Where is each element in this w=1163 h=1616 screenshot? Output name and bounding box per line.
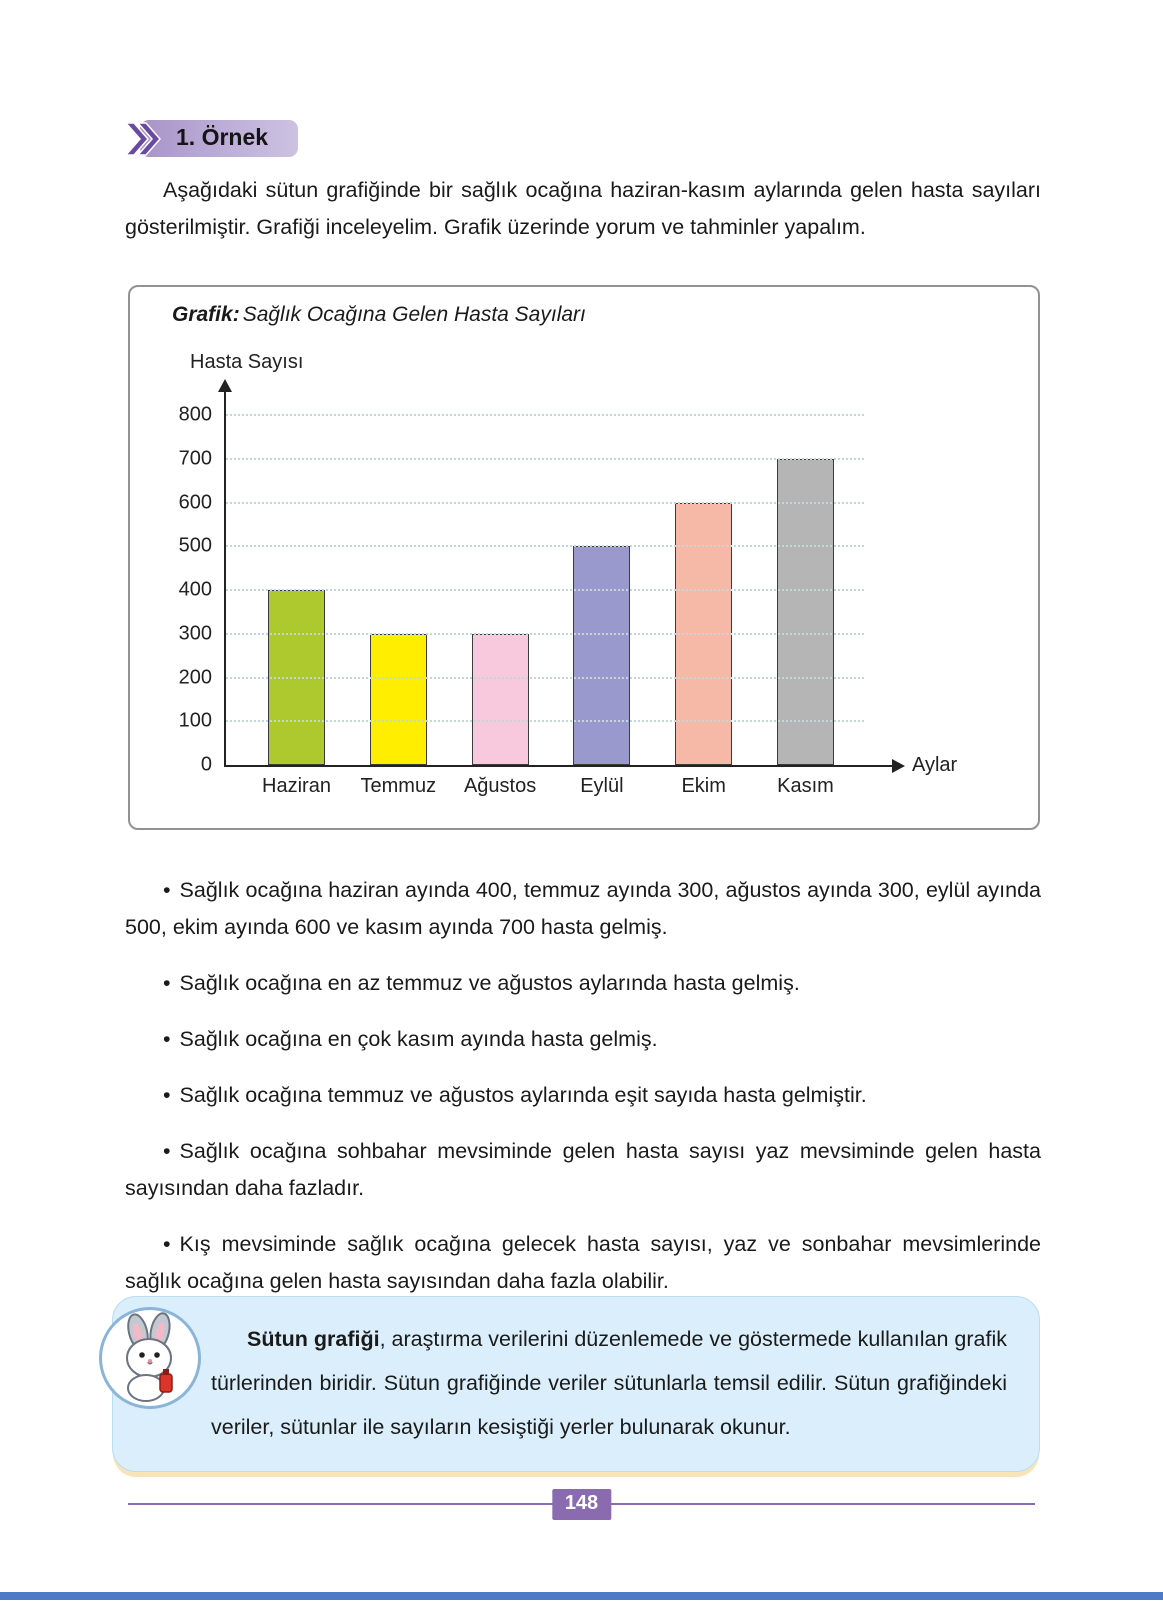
info-body-text: , araştırma verilerini düzenlemede ve göstermede kullanılan grafik türlerinden biridir. Sütun grafiğinde veriler sütunlarla temsil edilir. Sütun grafiğindeki veriler, sütunlar ile sayıların kesiştiği yerler bulunarak okunur. <box>211 1327 1007 1440</box>
gridline-400 <box>226 589 864 591</box>
bullet-item <box>125 872 1041 946</box>
bullet-marker: • <box>163 1231 171 1256</box>
bullet-text: Sağlık ocağına haziran ayında 400, temmuz ayında 300, ağustos ayında 300, eylül ayında 500, ekim ayında 600 ve kasım ayında 700 hasta gelmiş. <box>125 878 1041 939</box>
info-bold-lead: Sütun grafiği <box>247 1327 380 1351</box>
y-tick-label: 400 <box>178 578 212 601</box>
bullet-marker: • <box>163 878 171 902</box>
info-text <box>211 1317 1007 1449</box>
gridline-700 <box>226 458 864 460</box>
bar-ağustos <box>472 634 529 765</box>
example-badge <box>122 120 298 157</box>
bullet-marker: • <box>163 1138 171 1163</box>
y-axis-line <box>224 391 226 415</box>
bullet-item <box>125 1021 1041 1058</box>
x-axis-label: Aylar <box>912 754 958 776</box>
y-tick-label: 0 <box>200 753 212 776</box>
chart-container <box>128 285 1040 830</box>
chart-title <box>172 303 586 327</box>
bullet-item <box>125 1226 1041 1300</box>
bullet-text: Sağlık ocağına en az temmuz ve ağustos aylarında hasta gelmiş. <box>179 970 800 995</box>
y-tick-label: 300 <box>178 622 212 645</box>
bar-eylül <box>573 546 630 765</box>
bullet-item <box>125 1133 1041 1207</box>
bullet-text: Sağlık ocağına sohbahar mevsiminde gelen hasta sayısı yaz mevsiminde gelen hasta sayısından daha fazladır. <box>125 1138 1041 1200</box>
gridline-800 <box>226 414 864 416</box>
info-box <box>112 1296 1040 1472</box>
x-category-label: Temmuz <box>360 775 437 797</box>
chart-title-prefix: Grafik: <box>172 303 240 326</box>
bullet-list <box>125 872 1041 1319</box>
gridline-300 <box>226 633 864 635</box>
gridline-200 <box>226 677 864 679</box>
x-axis-arrow-icon <box>892 759 905 773</box>
chart-title-text: Sağlık Ocağına Gelen Hasta Sayıları <box>242 303 586 326</box>
x-category-label: Haziran <box>262 775 331 797</box>
x-axis-line <box>864 765 894 767</box>
y-tick-label: 800 <box>178 403 212 426</box>
y-tick-label: 100 <box>178 709 212 732</box>
bullet-text: Sağlık ocağına temmuz ve ağustos aylarında eşit sayıda hasta gelmiştir. <box>179 1082 867 1107</box>
bullet-marker: • <box>163 1082 171 1107</box>
y-tick-label: 700 <box>178 447 212 470</box>
bar-temmuz <box>370 634 427 765</box>
page-bottom-border <box>0 1592 1163 1600</box>
intro-paragraph: Aşağıdaki sütun grafiğinde bir sağlık ocağına haziran-kasım aylarında gelen hasta sayıları gösterilmiştir. Grafiği inceleyelim. Grafik üzerinde yorum ve tahminler yapalım. <box>125 178 1041 239</box>
example-label: 1. Örnek <box>176 124 269 150</box>
gridline-100 <box>226 720 864 722</box>
bullet-marker: • <box>163 970 171 995</box>
gridline-500 <box>226 545 864 547</box>
bullet-text: Kış mevsiminde sağlık ocağına gelecek hasta sayısı, yaz ve sonbahar mevsimlerinde sağlık ocağına gelen hasta sayısından daha fazla olabilir. <box>125 1231 1041 1293</box>
page-number: 148 <box>552 1489 611 1520</box>
bar-kasım <box>777 459 834 765</box>
bullet-marker: • <box>163 1026 171 1051</box>
x-category-label: Kasım <box>777 775 834 797</box>
x-category-label: Ağustos <box>463 775 537 797</box>
y-tick-label: 500 <box>178 534 212 557</box>
rabbit-mascot-icon <box>99 1307 201 1409</box>
y-axis-arrow-icon <box>218 379 232 392</box>
bullet-item <box>125 1077 1041 1114</box>
y-tick-label: 600 <box>178 491 212 513</box>
double-chevron-icon <box>122 121 164 157</box>
y-axis-label: Hasta Sayısı <box>190 351 304 373</box>
x-category-label: Ekim <box>681 775 726 797</box>
bullet-text: Sağlık ocağına en çok kasım ayında hasta gelmiş. <box>179 1026 658 1051</box>
x-category-label: Eylül <box>580 775 624 797</box>
y-tick-label: 200 <box>178 666 212 688</box>
bar-chart-plot-area <box>178 403 958 797</box>
gridline-600 <box>226 502 864 504</box>
bullet-item <box>125 965 1041 1002</box>
